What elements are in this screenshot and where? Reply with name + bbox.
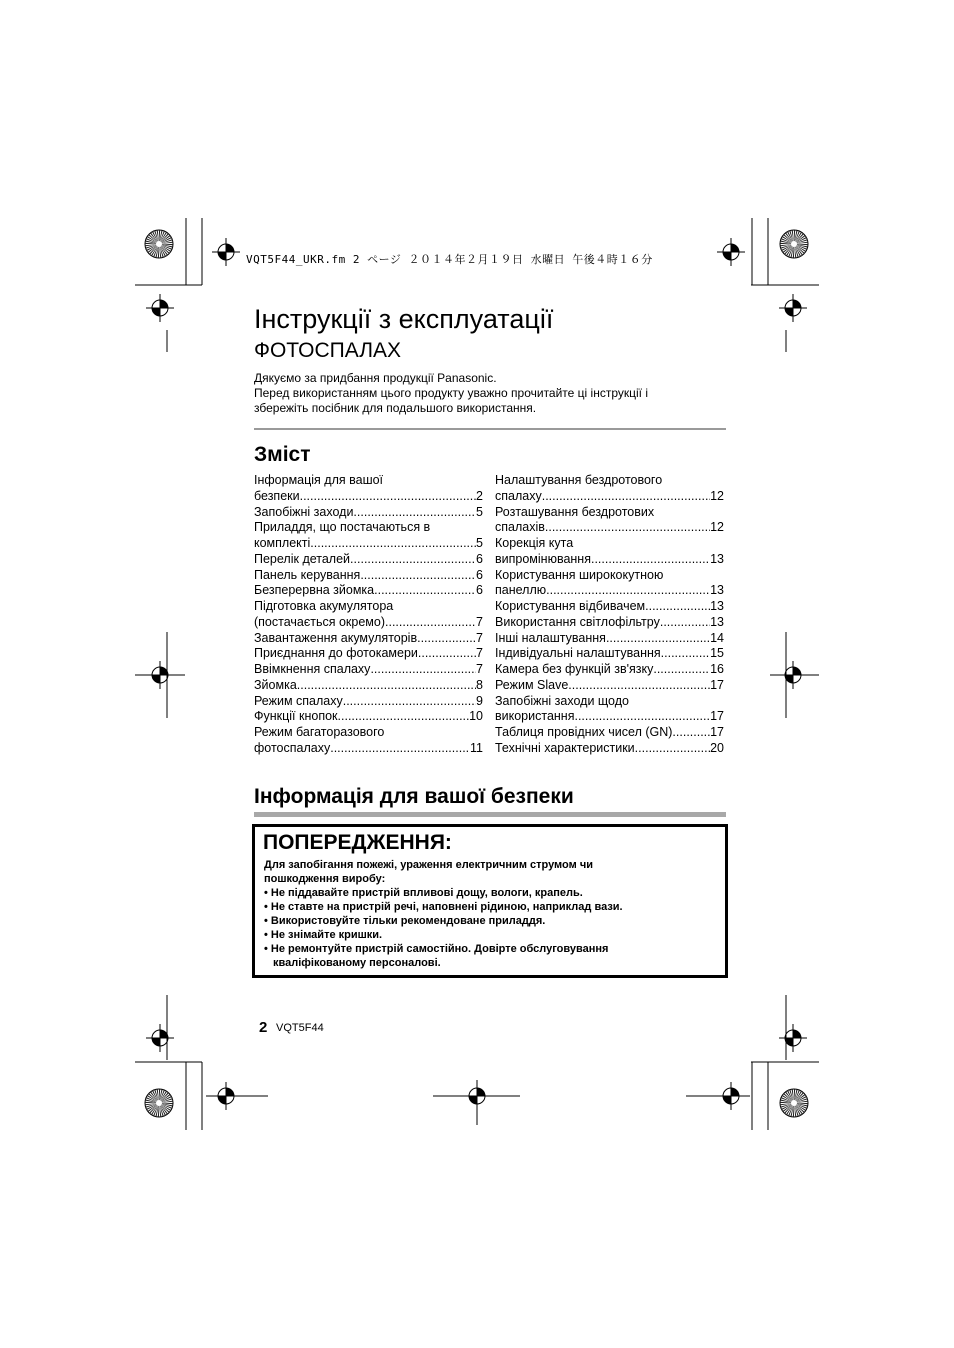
toc-entry (495, 505, 724, 521)
toc-leader-dots (645, 599, 710, 615)
page-number: 2 (259, 1019, 268, 1036)
intro-line: Дякуємо за придбання продукції Panasonic. (254, 371, 497, 385)
divider-thick (254, 812, 726, 817)
warning-title: ПОПЕРЕДЖЕННЯ: (263, 831, 452, 854)
toc-page-number: 15 (710, 646, 724, 661)
toc-entry-text: Режим Slave (495, 677, 569, 692)
toc-entry-text: Налаштування бездротового (495, 473, 663, 487)
toc-entry-text: Інші налаштування (495, 630, 606, 645)
toc-entry-text: Використання світлофільтру (495, 614, 660, 629)
toc-leader-dots (330, 741, 470, 757)
toc-page-number: 5 (476, 536, 483, 550)
toc-page-number: 2 (476, 488, 483, 503)
toc-entry-text: Камера без функцій зв'язку (495, 662, 654, 676)
toc-page-number: 7 (476, 630, 483, 645)
toc-entry (254, 646, 483, 662)
toc-entry-text: Підготовка акумулятора (254, 599, 394, 613)
divider (254, 428, 726, 430)
star-target-mark (145, 1089, 173, 1117)
toc-entry (495, 646, 724, 662)
toc-leader-dots (542, 489, 710, 505)
toc-leader-dots (343, 694, 476, 710)
toc-leader-dots (385, 615, 476, 631)
toc-leader-dots (653, 662, 710, 678)
toc-entry-text: Перелік деталей (254, 551, 351, 566)
toc-entry (495, 615, 724, 631)
toc-entry (495, 520, 724, 536)
warning-line: • Не ставте на пристрій речі, наповнені рідиною, наприклад вази. (264, 901, 623, 913)
intro-line: збережіть посібник для подальшого використання. (254, 401, 537, 415)
toc-entry (254, 583, 483, 599)
toc-entry-text: Панель керування (254, 567, 361, 582)
crosshair-mark (779, 1024, 807, 1052)
toc-entry (254, 520, 483, 536)
warning-line: • Не знімайте кришки. (264, 929, 383, 941)
toc-entry (254, 725, 483, 741)
toc-entry-text: Інформація для вашої (254, 473, 384, 487)
toc-entry-text: Приєднання до фотокамери (254, 646, 418, 661)
toc-leader-dots (660, 615, 710, 631)
intro-line: Перед використанням цього продукту уважно прочитайте ці інструкції і (254, 386, 649, 400)
toc-entry (254, 552, 483, 568)
toc-page-number: 13 (710, 614, 724, 629)
toc-entry (254, 741, 483, 757)
toc-entry (495, 583, 724, 599)
toc-leader-dots (353, 505, 476, 521)
toc-entry-text: Індивідуальні налаштування (495, 646, 661, 661)
star-target-mark (780, 1089, 808, 1117)
toc-entry-text: Зйомка (254, 677, 297, 692)
toc-page-number: 13 (710, 551, 724, 566)
toc-entry-text: Приладдя, що постачаються в (254, 520, 431, 535)
toc-entry-text: Ввімкнення спалаху (254, 662, 371, 676)
toc-page-number: 20 (710, 740, 724, 755)
toc-entry-text: Режим багаторазового (254, 725, 385, 739)
toc-entry (254, 631, 483, 647)
toc-entry-text: безпеки (254, 488, 300, 503)
toc-leader-dots (635, 741, 710, 757)
toc-leader-dots (606, 631, 710, 647)
toc-entry (495, 741, 724, 757)
warning-line: • Не ремонтуйте пристрій самостійно. Довірте обслуговування (264, 943, 609, 955)
toc-entry-text: (постачається окремо) (254, 614, 385, 629)
toc-heading: Зміст (254, 443, 311, 466)
toc-entry-text: Функції кнопок (254, 709, 338, 724)
toc-right-column (495, 473, 724, 757)
toc-page-number: 7 (476, 646, 483, 661)
crosshair-mark (146, 294, 174, 322)
toc-leader-dots (338, 709, 470, 725)
crosshair-mark (212, 238, 240, 266)
toc-entry (495, 694, 724, 710)
toc-leader-dots (310, 536, 476, 552)
warning-box (252, 824, 728, 978)
toc-leader-dots (661, 646, 710, 662)
toc-page-number: 17 (710, 709, 724, 724)
warning-line: пошкодження виробу: (264, 873, 386, 885)
toc-entry (254, 678, 483, 694)
warning-text (264, 858, 719, 970)
toc-entry (254, 536, 483, 552)
toc-leader-dots (574, 709, 710, 725)
toc-page-number: 7 (476, 614, 483, 629)
intro-text (254, 371, 724, 416)
toc-page-number: 7 (476, 662, 483, 676)
toc-page-number: 10 (469, 709, 483, 724)
crosshair-mark (717, 238, 745, 266)
toc-page-number: 12 (710, 520, 724, 535)
toc-entry-text: Корекція кута (495, 536, 574, 550)
toc-page-number: 12 (710, 488, 724, 503)
document-subtitle: ФОТОСПАЛАХ (254, 339, 402, 362)
toc-entry (254, 505, 483, 521)
toc-entry-text: Користування відбивачем (495, 599, 646, 613)
crosshair-mark (146, 1024, 174, 1052)
toc-entry (495, 662, 724, 678)
toc-entry-text: випромінювання (495, 551, 591, 566)
warning-line: Для запобігання пожежі, ураження електричним струмом чи (264, 859, 593, 871)
toc-entry-text: панеллю (495, 583, 547, 598)
toc-page-number: 17 (710, 725, 724, 739)
toc-page-number: 11 (470, 740, 483, 755)
toc-leader-dots (545, 520, 710, 536)
star-target-mark (780, 230, 808, 258)
toc-leader-dots (297, 678, 476, 694)
star-target-mark (145, 230, 173, 258)
crosshair-mark (779, 294, 807, 322)
toc-page-number: 8 (476, 677, 483, 692)
toc-entry-text: Завантаження акумуляторів (254, 630, 418, 645)
toc-entry (495, 473, 724, 489)
toc-entry (495, 709, 724, 725)
toc-leader-dots (350, 552, 476, 568)
toc-leader-dots (374, 583, 476, 599)
toc-entry (254, 662, 483, 678)
toc-entry (254, 599, 483, 615)
toc-entry-text: Користування ширококутною (495, 567, 664, 582)
toc-entry-text: Запобіжні заходи щодо (495, 693, 629, 708)
toc-entry-text: використання (495, 709, 575, 724)
toc-left-column (254, 473, 483, 757)
toc-page-number: 5 (476, 504, 483, 519)
warning-line: кваліфікованому персоналові. (273, 957, 441, 969)
toc-entry (495, 536, 724, 552)
toc-entry (495, 568, 724, 584)
document-title: Інструкції з експлуатації (254, 304, 554, 334)
toc-leader-dots (360, 568, 476, 584)
toc-entry (495, 678, 724, 694)
toc-leader-dots (418, 646, 476, 662)
toc-entry (495, 552, 724, 568)
toc-page-number: 6 (476, 583, 483, 598)
toc-page-number: 6 (476, 567, 483, 582)
toc-entry-text: спалахів (495, 520, 545, 535)
toc-page-number: 14 (710, 630, 724, 645)
toc-leader-dots (370, 662, 476, 678)
toc-leader-dots (672, 725, 710, 741)
toc-leader-dots (591, 552, 710, 568)
toc-entry-text: фотоспалаху (254, 740, 331, 755)
toc-entry (254, 489, 483, 505)
toc-entry (495, 489, 724, 505)
toc-entry-text: Таблиця провідних чисел (GN) (495, 725, 673, 739)
warning-line: • Не піддавайте пристрій впливові дощу, вологи, крапель. (264, 887, 583, 899)
toc-entry (254, 709, 483, 725)
toc-entry-text: комплекті (254, 536, 311, 550)
toc-entry (495, 631, 724, 647)
toc-entry (254, 615, 483, 631)
toc-page-number: 13 (710, 583, 724, 598)
toc-entry-text: Розташування бездротових (495, 504, 655, 519)
warning-line: • Використовуйте тільки рекомендоване приладдя. (264, 915, 546, 927)
toc-page-number: 6 (476, 551, 483, 566)
toc-page-number: 13 (710, 599, 724, 613)
toc-entry-text: спалаху (495, 488, 542, 503)
toc-entry (254, 694, 483, 710)
toc-entry (495, 725, 724, 741)
toc-leader-dots (568, 678, 710, 694)
toc-entry (495, 599, 724, 615)
toc-leader-dots (300, 489, 476, 505)
file-header-line: VQT5F44_UKR.fm 2 ページ ２０１４年２月１９日 水曜日 午後４時１６分 (246, 253, 653, 266)
toc-leader-dots (546, 583, 710, 599)
toc-entry-text: Запобіжні заходи (254, 504, 354, 519)
safety-heading: Інформація для вашої безпеки (254, 785, 574, 808)
toc-page-number: 9 (476, 693, 483, 708)
doc-code: VQT5F44 (276, 1022, 324, 1034)
toc-entry-text: Безперервна зйомка (254, 583, 375, 598)
toc-page-number: 17 (710, 677, 724, 692)
toc-entry-text: Режим спалаху (254, 693, 343, 708)
toc-entry-text: Технічні характеристики (495, 740, 635, 755)
toc-leader-dots (417, 631, 476, 647)
toc-entry (254, 568, 483, 584)
toc-page-number: 16 (710, 662, 724, 676)
toc-entry (254, 473, 483, 489)
